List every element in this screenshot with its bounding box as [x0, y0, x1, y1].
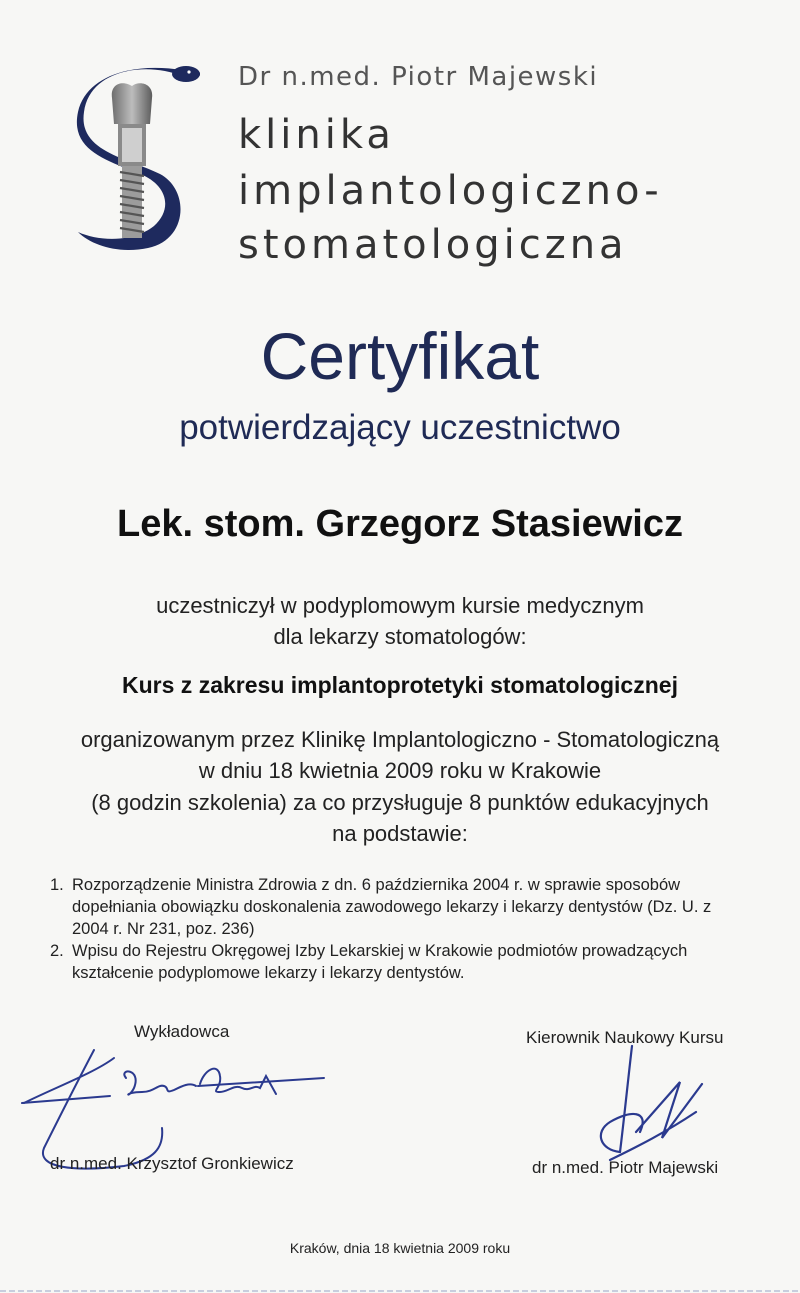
tooth-crown: [112, 83, 152, 124]
organized-line-2: w dniu 18 kwietnia 2009 roku w Krakowie: [198, 758, 602, 783]
list-item-text: Rozporządzenie Ministra Zdrowia z dn. 6 października 2004 r. w sprawie sposobów dopełniania obowiązku doskonalenia zawodowego lekarzy i lekarzy dentystów (Dz. U. z 2004 r. Nr 231, poz. 236): [72, 876, 712, 938]
course-title: Kurs z zakresu implantoprotetyki stomatologicznej: [122, 672, 678, 698]
course-director-name: dr n.med. Piotr Majewski: [532, 1158, 719, 1177]
organized-line-1: organizowanym przez Klinikę Implantologiczno - Stomatologiczną: [80, 727, 720, 752]
page-edge-line: [0, 1290, 800, 1292]
list-item-number: 2.: [50, 942, 64, 960]
organized-line-4: na podstawie:: [332, 821, 468, 846]
clinic-name-line-3: stomatologiczna: [238, 222, 628, 268]
participation-line-1: uczestniczył w podyplomowym kursie medycznym: [156, 593, 644, 618]
list-item: [48, 874, 748, 940]
place-and-date: Kraków, dnia 18 kwietnia 2009 roku: [289, 1240, 511, 1256]
certificate-title: Certyfikat: [260, 319, 540, 393]
organized-line-3: (8 godzin szkolenia) za co przysługuje 8 punktów edukacyjnych: [91, 790, 709, 815]
legal-basis-list: [48, 874, 748, 984]
participation-line-2: dla lekarzy stomatologów:: [273, 624, 527, 649]
clinic-name-line-1: klinika: [238, 112, 395, 158]
list-item: [48, 940, 748, 984]
doctor-name: Dr n.med. Piotr Majewski: [238, 62, 599, 92]
course-director-signature: [580, 1040, 720, 1170]
list-item-text: Wpisu do Rejestru Okręgowej Izby Lekarskiej w Krakowie podmiotów prowadzących kształcenie podyplomowe lekarzy i lekarzy dentystów.: [72, 942, 688, 982]
certificate-subtitle: potwierdzający uczestnictwo: [179, 408, 621, 447]
recipient-name: Lek. stom. Grzegorz Stasiewicz: [117, 503, 683, 545]
implant-thread: [120, 166, 144, 238]
clinic-name-line-2: implantologiczno-: [238, 168, 663, 214]
lecturer-name: dr n.med. Krzysztof Gronkiewicz: [50, 1154, 294, 1173]
list-item-number: 1.: [50, 876, 64, 894]
lecturer-role: Wykładowca: [134, 1022, 230, 1041]
serpent-head: [172, 66, 200, 82]
course-director-role: Kierownik Naukowy Kursu: [526, 1028, 724, 1047]
clinic-logo: [70, 62, 200, 262]
